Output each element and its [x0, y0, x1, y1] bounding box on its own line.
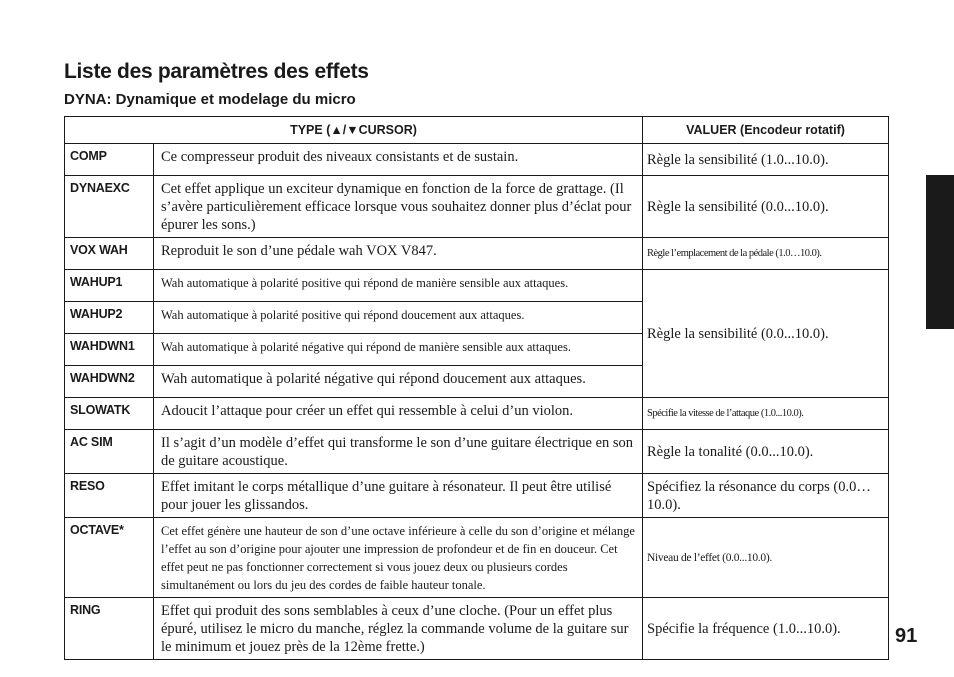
- page-title: Liste des paramètres des effets: [64, 60, 369, 83]
- effect-description: Wah automatique à polarité négative qui répond doucement aux attaques.: [154, 366, 643, 398]
- effect-name: RING: [65, 598, 154, 660]
- effect-description: Wah automatique à polarité négative qui répond de manière sensible aux attaques.: [154, 334, 643, 366]
- effect-value: Règle la sensibilité (0.0...10.0).: [643, 176, 889, 238]
- table-row: [65, 270, 889, 302]
- effect-name: AC SIM: [65, 430, 154, 474]
- table-row: [65, 598, 889, 660]
- effect-description: Reproduit le son d’une pédale wah VOX V847.: [154, 238, 643, 270]
- effect-description: Adoucit l’attaque pour créer un effet qui ressemble à celui d’un violon.: [154, 398, 643, 430]
- effect-value: Spécifiez la résonance du corps (0.0…10.0).: [643, 474, 889, 518]
- effect-name: WAHDWN1: [65, 334, 154, 366]
- effect-description: Effet imitant le corps métallique d’une guitare à résonateur. Il peut être utilisé pour jouer les glissandos.: [154, 474, 643, 518]
- table-row: [65, 238, 889, 270]
- effect-name: SLOWATK: [65, 398, 154, 430]
- effect-name: VOX WAH: [65, 238, 154, 270]
- table-row: [65, 474, 889, 518]
- effect-description: Cet effet applique un exciteur dynamique en fonction de la force de grattage. (Il s’avère particulièrement efficace lorsque vous souhaitez donner plus d’éclat pour épurer les sons.): [154, 176, 643, 238]
- table-row: [65, 518, 889, 598]
- effect-name: WAHUP1: [65, 270, 154, 302]
- effect-name: DYNAEXC: [65, 176, 154, 238]
- effect-value: Niveau de l’effet (0.0...10.0).: [643, 518, 889, 598]
- effect-description: Ce compresseur produit des niveaux consistants et de sustain.: [154, 144, 643, 176]
- effect-name: COMP: [65, 144, 154, 176]
- effects-parameter-table: [64, 116, 889, 660]
- effect-name: WAHDWN2: [65, 366, 154, 398]
- effect-value: Règle l’emplacement de la pédale (1.0…10.0).: [643, 238, 889, 270]
- page-number: 91: [895, 625, 918, 647]
- effect-value: Règle la sensibilité (0.0...10.0).: [643, 270, 889, 398]
- header-type: TYPE (▲/▼CURSOR): [65, 117, 643, 144]
- effect-name: OCTAVE*: [65, 518, 154, 598]
- table-row: [65, 144, 889, 176]
- effect-description: Wah automatique à polarité positive qui répond de manière sensible aux attaques.: [154, 270, 643, 302]
- header-value: VALUER (Encodeur rotatif): [643, 117, 889, 144]
- table-row: [65, 430, 889, 474]
- effect-description: Effet qui produit des sons semblables à ceux d’une cloche. (Pour un effet plus épuré, utilisez le micro du manche, réglez la commande volume de la guitare sur le minimum et jouez près de la 12ème frette.): [154, 598, 643, 660]
- effect-value: Spécifie la fréquence (1.0...10.0).: [643, 598, 889, 660]
- section-tab-marker: [926, 175, 954, 329]
- effect-description: Il s’agit d’un modèle d’effet qui transforme le son d’une guitare électrique en son de guitare acoustique.: [154, 430, 643, 474]
- effect-value: Règle la tonalité (0.0...10.0).: [643, 430, 889, 474]
- effect-name: WAHUP2: [65, 302, 154, 334]
- effect-description: Wah automatique à polarité positive qui répond doucement aux attaques.: [154, 302, 643, 334]
- table-row: [65, 398, 889, 430]
- table-row: [65, 176, 889, 238]
- section-subtitle: DYNA: Dynamique et modelage du micro: [64, 91, 356, 108]
- effect-name: RESO: [65, 474, 154, 518]
- effect-description: Cet effet génère une hauteur de son d’une octave inférieure à celle du son d’origine et mélange l’effet au son d’origine pour ajouter une impression de profondeur et de fin en douceur. Cet effet peut ne pas fonctionner correctement si vous jouez deux ou plusieurs cordes simultanément ou lors du jeu des cordes de faible hauteur tonale.: [154, 518, 643, 598]
- effect-value: Règle la sensibilité (1.0...10.0).: [643, 144, 889, 176]
- effect-value: Spécifie la vitesse de l’attaque (1.0...10.0).: [643, 398, 889, 430]
